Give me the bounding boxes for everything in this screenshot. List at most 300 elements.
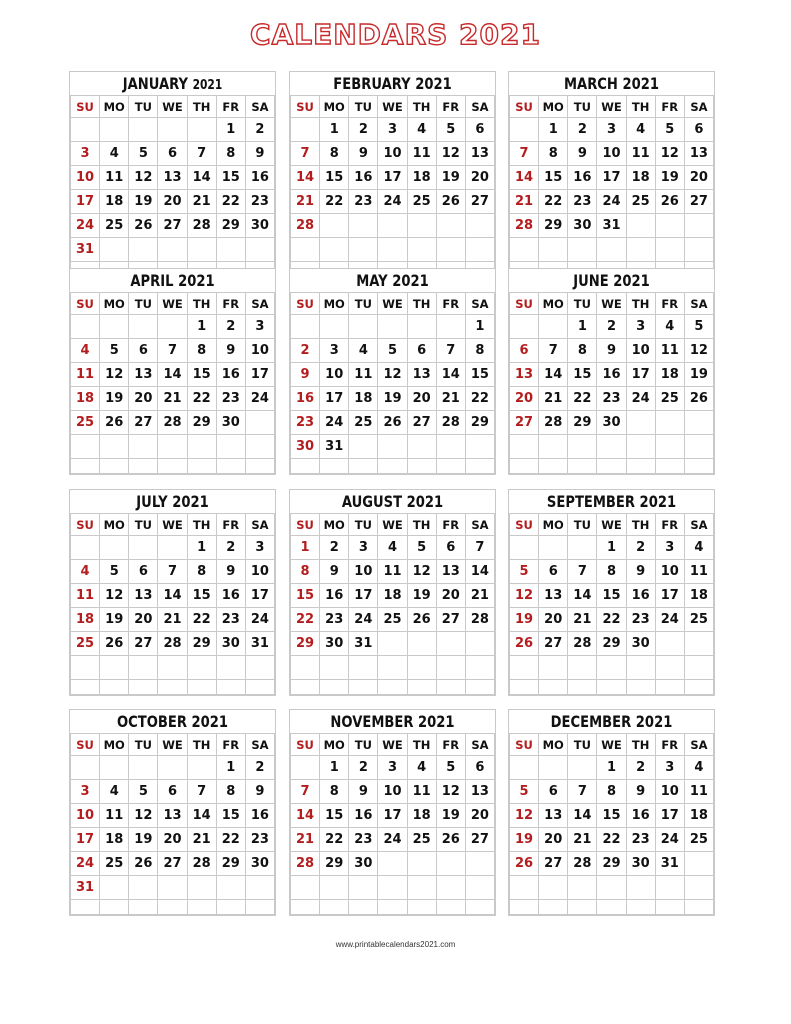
weekday-fr: FR <box>216 293 245 315</box>
day-cell: 16 <box>349 804 378 828</box>
day-cell: 23 <box>216 387 245 411</box>
day-cell <box>100 118 129 142</box>
day-cell: 19 <box>684 363 713 387</box>
day-cell: 7 <box>187 142 216 166</box>
week-row <box>510 142 714 166</box>
day-cell <box>291 756 320 780</box>
month-year: 2021 <box>635 712 673 731</box>
day-cell: 15 <box>597 804 626 828</box>
day-cell: 14 <box>187 804 216 828</box>
day-cell <box>597 435 626 459</box>
day-cell: 14 <box>187 166 216 190</box>
day-cell: 25 <box>378 608 407 632</box>
day-cell <box>100 756 129 780</box>
day-cell <box>407 459 436 474</box>
weekday-header-row <box>71 514 275 536</box>
day-cell: 19 <box>378 387 407 411</box>
day-cell <box>568 238 597 262</box>
week-row <box>510 118 714 142</box>
month-name: JULY <box>136 492 168 511</box>
day-cell: 26 <box>100 632 129 656</box>
week-row <box>71 411 275 435</box>
week-row <box>291 536 495 560</box>
day-cell: 8 <box>320 142 349 166</box>
day-cell: 22 <box>465 387 494 411</box>
day-cell: 19 <box>100 387 129 411</box>
day-cell: 27 <box>539 852 568 876</box>
week-row <box>71 142 275 166</box>
day-cell: 23 <box>291 411 320 435</box>
day-cell: 9 <box>216 560 245 584</box>
day-cell <box>158 315 187 339</box>
week-row <box>510 828 714 852</box>
week-row <box>510 238 714 262</box>
day-cell: 17 <box>378 804 407 828</box>
day-cell: 24 <box>655 828 684 852</box>
weekday-header-row <box>510 514 714 536</box>
day-cell <box>291 118 320 142</box>
day-cell <box>71 118 100 142</box>
week-row <box>510 339 714 363</box>
day-cell <box>626 238 655 262</box>
day-cell: 31 <box>71 238 100 262</box>
day-cell: 19 <box>436 804 465 828</box>
day-cell: 23 <box>626 608 655 632</box>
day-cell: 11 <box>100 804 129 828</box>
day-cell: 11 <box>349 363 378 387</box>
day-cell: 28 <box>187 852 216 876</box>
day-cell: 2 <box>349 756 378 780</box>
footer-url[interactable]: www.printablecalendars2021.com <box>335 940 456 949</box>
day-cell: 13 <box>684 142 713 166</box>
day-cell <box>187 656 216 680</box>
day-cell: 29 <box>465 411 494 435</box>
day-cell: 18 <box>100 828 129 852</box>
week-row <box>291 142 495 166</box>
weekday-fr: FR <box>216 96 245 118</box>
day-cell: 19 <box>129 190 158 214</box>
day-cell <box>684 214 713 238</box>
day-cell: 25 <box>407 190 436 214</box>
week-row <box>291 190 495 214</box>
day-cell <box>597 238 626 262</box>
day-cell <box>129 876 158 900</box>
day-cell <box>378 852 407 876</box>
week-row <box>291 780 495 804</box>
day-cell <box>539 900 568 915</box>
day-cell: 18 <box>71 608 100 632</box>
day-cell: 31 <box>245 632 274 656</box>
day-cell: 1 <box>568 315 597 339</box>
week-row <box>71 459 275 474</box>
month-title <box>88 72 256 95</box>
day-cell: 24 <box>245 608 274 632</box>
day-cell <box>187 435 216 459</box>
day-cell: 3 <box>245 536 274 560</box>
weekday-mo: MO <box>100 293 129 315</box>
weekday-we: WE <box>597 96 626 118</box>
weekday-we: WE <box>378 734 407 756</box>
day-cell <box>436 900 465 915</box>
day-cell <box>465 459 494 474</box>
weekday-mo: MO <box>320 96 349 118</box>
day-cell: 24 <box>378 190 407 214</box>
week-row <box>71 780 275 804</box>
day-cell: 24 <box>655 608 684 632</box>
weekday-su: SU <box>291 96 320 118</box>
weekday-fr: FR <box>436 96 465 118</box>
day-cell: 12 <box>129 804 158 828</box>
day-cell: 21 <box>510 190 539 214</box>
day-cell: 14 <box>510 166 539 190</box>
day-cell: 3 <box>655 756 684 780</box>
day-cell <box>187 756 216 780</box>
weekday-tu: TU <box>129 734 158 756</box>
week-row <box>510 411 714 435</box>
day-cell: 31 <box>349 632 378 656</box>
day-cell: 9 <box>626 780 655 804</box>
day-cell: 28 <box>158 632 187 656</box>
weekday-th: TH <box>187 293 216 315</box>
day-cell: 26 <box>436 828 465 852</box>
day-cell: 4 <box>100 780 129 804</box>
day-cell <box>378 459 407 474</box>
day-cell: 17 <box>320 387 349 411</box>
day-cell <box>245 459 274 474</box>
day-cell: 4 <box>655 315 684 339</box>
day-cell <box>245 656 274 680</box>
day-cell: 22 <box>597 828 626 852</box>
day-cell: 24 <box>71 214 100 238</box>
day-cell <box>436 656 465 680</box>
day-cell <box>568 656 597 680</box>
weekday-su: SU <box>71 514 100 536</box>
day-cell: 8 <box>291 560 320 584</box>
day-cell: 30 <box>626 632 655 656</box>
day-cell: 17 <box>655 804 684 828</box>
day-cell: 18 <box>378 584 407 608</box>
day-cell <box>510 876 539 900</box>
day-cell: 23 <box>568 190 597 214</box>
day-cell: 23 <box>349 828 378 852</box>
week-row <box>71 118 275 142</box>
day-cell <box>129 315 158 339</box>
day-cell: 26 <box>129 214 158 238</box>
month-september <box>508 489 715 696</box>
month-year: 2021 <box>191 712 229 731</box>
day-cell: 30 <box>626 852 655 876</box>
day-cell: 31 <box>597 214 626 238</box>
day-cell: 1 <box>187 536 216 560</box>
weekday-tu: TU <box>568 514 597 536</box>
day-cell: 12 <box>407 560 436 584</box>
day-cell: 29 <box>568 411 597 435</box>
day-cell <box>378 435 407 459</box>
day-cell: 28 <box>539 411 568 435</box>
day-cell: 2 <box>349 118 378 142</box>
month-name: JANUARY <box>122 74 189 93</box>
month-title <box>308 72 476 95</box>
day-cell <box>71 459 100 474</box>
day-cell: 23 <box>245 190 274 214</box>
day-cell <box>71 900 100 915</box>
day-cell <box>407 876 436 900</box>
week-row <box>291 584 495 608</box>
day-cell: 22 <box>320 190 349 214</box>
weekday-su: SU <box>291 734 320 756</box>
day-cell: 22 <box>291 608 320 632</box>
weekday-fr: FR <box>216 734 245 756</box>
week-row <box>71 315 275 339</box>
weekday-we: WE <box>158 293 187 315</box>
day-cell: 31 <box>71 876 100 900</box>
day-cell: 11 <box>71 584 100 608</box>
day-cell <box>129 680 158 695</box>
day-cell: 2 <box>291 339 320 363</box>
day-cell: 22 <box>187 608 216 632</box>
day-cell: 26 <box>510 632 539 656</box>
day-cell <box>407 680 436 695</box>
day-cell: 10 <box>71 804 100 828</box>
day-cell: 12 <box>378 363 407 387</box>
day-cell <box>291 315 320 339</box>
day-cell: 22 <box>597 608 626 632</box>
day-cell <box>626 680 655 695</box>
day-cell <box>291 656 320 680</box>
day-cell <box>655 900 684 915</box>
day-cell <box>568 876 597 900</box>
day-cell: 20 <box>436 584 465 608</box>
week-row <box>291 118 495 142</box>
day-cell: 25 <box>684 828 713 852</box>
day-cell <box>158 238 187 262</box>
day-cell: 26 <box>378 411 407 435</box>
day-cell <box>187 680 216 695</box>
day-cell <box>216 680 245 695</box>
day-cell: 15 <box>597 584 626 608</box>
day-cell: 16 <box>245 804 274 828</box>
week-row <box>71 900 275 915</box>
month-title <box>527 490 695 513</box>
week-row <box>291 680 495 695</box>
weekday-th: TH <box>626 96 655 118</box>
month-title <box>527 269 695 292</box>
day-cell <box>510 315 539 339</box>
day-cell: 27 <box>158 852 187 876</box>
weekday-tu: TU <box>129 293 158 315</box>
day-cell <box>349 238 378 262</box>
day-cell: 16 <box>216 584 245 608</box>
day-cell: 4 <box>349 339 378 363</box>
day-cell: 15 <box>291 584 320 608</box>
day-cell: 1 <box>539 118 568 142</box>
day-cell: 19 <box>436 166 465 190</box>
weekday-header-row <box>291 293 495 315</box>
day-cell: 5 <box>655 118 684 142</box>
day-cell <box>568 435 597 459</box>
month-name: AUGUST <box>341 492 403 511</box>
day-cell: 15 <box>320 166 349 190</box>
week-row <box>291 656 495 680</box>
day-cell: 25 <box>71 411 100 435</box>
month-name: MAY <box>356 271 388 290</box>
day-cell: 15 <box>187 363 216 387</box>
day-cell: 20 <box>539 828 568 852</box>
day-cell: 28 <box>510 214 539 238</box>
month-march <box>508 71 715 278</box>
day-cell <box>158 459 187 474</box>
week-row <box>71 238 275 262</box>
weekday-sa: SA <box>245 734 274 756</box>
month-year: 2021 <box>178 271 215 290</box>
day-cell <box>378 680 407 695</box>
day-cell <box>436 459 465 474</box>
weekday-th: TH <box>187 734 216 756</box>
day-cell: 20 <box>684 166 713 190</box>
day-cell <box>100 680 129 695</box>
day-cell <box>158 900 187 915</box>
day-cell <box>465 656 494 680</box>
day-cell: 29 <box>187 411 216 435</box>
day-cell <box>510 756 539 780</box>
day-cell <box>216 459 245 474</box>
day-cell: 13 <box>539 804 568 828</box>
weekday-tu: TU <box>349 734 378 756</box>
week-row <box>71 435 275 459</box>
day-cell <box>71 656 100 680</box>
day-cell: 10 <box>597 142 626 166</box>
day-cell: 25 <box>655 387 684 411</box>
day-cell: 28 <box>291 852 320 876</box>
week-row <box>291 560 495 584</box>
day-cell: 15 <box>320 804 349 828</box>
day-cell: 3 <box>71 780 100 804</box>
day-cell: 6 <box>684 118 713 142</box>
weekday-th: TH <box>187 96 216 118</box>
day-cell: 4 <box>71 339 100 363</box>
day-cell: 27 <box>510 411 539 435</box>
day-cell <box>436 632 465 656</box>
day-cell: 6 <box>158 142 187 166</box>
day-cell <box>465 900 494 915</box>
day-cell: 23 <box>349 190 378 214</box>
day-cell <box>320 238 349 262</box>
day-cell: 19 <box>407 584 436 608</box>
week-row <box>71 560 275 584</box>
day-cell: 2 <box>626 756 655 780</box>
weekday-mo: MO <box>320 293 349 315</box>
day-cell: 12 <box>436 142 465 166</box>
weekday-sa: SA <box>684 96 713 118</box>
weekday-su: SU <box>71 96 100 118</box>
day-cell: 21 <box>568 828 597 852</box>
day-cell <box>216 876 245 900</box>
day-cell: 9 <box>320 560 349 584</box>
weekday-su: SU <box>510 293 539 315</box>
week-row <box>510 190 714 214</box>
day-cell: 4 <box>684 536 713 560</box>
week-row <box>510 560 714 584</box>
weekday-we: WE <box>378 293 407 315</box>
day-cell <box>465 214 494 238</box>
month-table <box>509 292 714 474</box>
day-cell <box>71 536 100 560</box>
day-cell: 13 <box>465 780 494 804</box>
day-cell: 12 <box>510 804 539 828</box>
day-cell <box>320 876 349 900</box>
weekday-su: SU <box>510 96 539 118</box>
week-row <box>291 387 495 411</box>
day-cell: 11 <box>407 142 436 166</box>
day-cell: 8 <box>465 339 494 363</box>
day-cell <box>597 680 626 695</box>
day-cell: 7 <box>158 560 187 584</box>
day-cell <box>349 680 378 695</box>
day-cell: 2 <box>568 118 597 142</box>
day-cell <box>378 656 407 680</box>
day-cell: 1 <box>597 536 626 560</box>
day-cell <box>216 900 245 915</box>
day-cell <box>407 656 436 680</box>
weekday-mo: MO <box>100 96 129 118</box>
day-cell: 3 <box>245 315 274 339</box>
day-cell <box>320 900 349 915</box>
month-table <box>70 292 275 474</box>
day-cell <box>436 435 465 459</box>
day-cell: 10 <box>71 166 100 190</box>
day-cell <box>100 435 129 459</box>
day-cell: 6 <box>129 560 158 584</box>
day-cell <box>465 680 494 695</box>
day-cell: 5 <box>100 560 129 584</box>
day-cell: 7 <box>291 780 320 804</box>
day-cell: 26 <box>436 190 465 214</box>
week-row <box>291 876 495 900</box>
day-cell <box>378 900 407 915</box>
weekday-fr: FR <box>655 96 684 118</box>
day-cell: 20 <box>158 828 187 852</box>
day-cell: 30 <box>245 214 274 238</box>
day-cell <box>568 680 597 695</box>
day-cell <box>407 315 436 339</box>
day-cell: 22 <box>187 387 216 411</box>
day-cell <box>187 876 216 900</box>
day-cell <box>216 656 245 680</box>
day-cell: 14 <box>291 166 320 190</box>
day-cell: 4 <box>378 536 407 560</box>
day-cell: 11 <box>71 363 100 387</box>
weekday-su: SU <box>291 514 320 536</box>
day-cell: 27 <box>158 214 187 238</box>
day-cell <box>655 238 684 262</box>
day-cell: 11 <box>378 560 407 584</box>
day-cell: 20 <box>129 387 158 411</box>
day-cell <box>655 876 684 900</box>
day-cell <box>655 632 684 656</box>
day-cell: 19 <box>129 828 158 852</box>
weekday-mo: MO <box>100 734 129 756</box>
week-row <box>510 387 714 411</box>
day-cell <box>100 536 129 560</box>
day-cell: 6 <box>539 560 568 584</box>
day-cell: 13 <box>436 560 465 584</box>
day-cell: 2 <box>216 315 245 339</box>
day-cell: 24 <box>245 387 274 411</box>
day-cell <box>71 680 100 695</box>
day-cell: 15 <box>216 804 245 828</box>
day-cell: 6 <box>158 780 187 804</box>
weekday-tu: TU <box>349 293 378 315</box>
